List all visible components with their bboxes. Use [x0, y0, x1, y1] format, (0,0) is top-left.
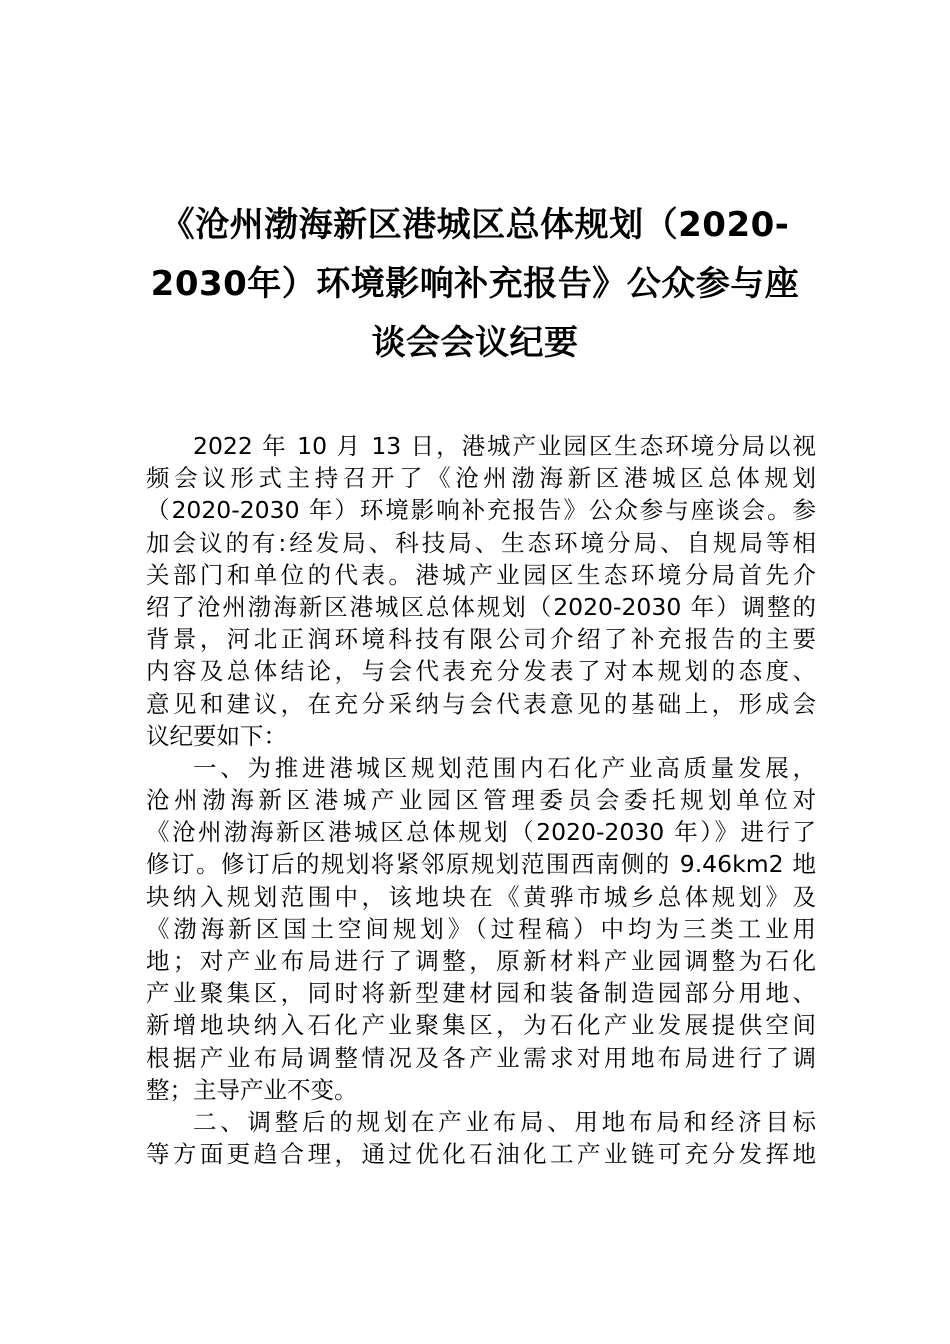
title-line: 2030年）环境影响补充报告》公众参与座 — [150, 264, 800, 304]
paragraph-line: 2022 年 10 月 13 日，港城产业园区生态环境分局以视 — [193, 432, 816, 460]
paragraph-line: 二、调整后的规划在产业布局、用地布局和经济目标 — [193, 1107, 816, 1136]
paragraph-line: 等方面更趋合理，通过优化石油化工产业链可充分发挥地 — [146, 1140, 816, 1169]
paragraph-item-two — [146, 1106, 816, 1170]
paragraph-line: 整；主导产业不变。 — [146, 1075, 358, 1104]
title-line: 谈会会议纪要 — [371, 323, 579, 363]
paragraph-item-one — [146, 752, 816, 1106]
paragraph-line: 新增地块纳入石化产业聚集区，为石化产业发展提供空间 — [146, 1011, 816, 1040]
paragraph-line: 产业聚集区，同时将新型建材园和装备制造园部分用地、 — [146, 979, 816, 1008]
paragraph-line: 内容及总体结论，与会代表充分发表了对本规划的态度、 — [146, 657, 816, 686]
title-line: 《沧州渤海新区港城区总体规划（2020- — [160, 205, 790, 245]
paragraph-line: （2020-2030 年）环境影响补充报告》公众参与座谈会。参 — [146, 496, 816, 525]
paragraph-line: 频会议形式主持召开了《沧州渤海新区港城区总体规划 — [146, 464, 816, 493]
paragraph-line: 议纪要如下： — [146, 721, 287, 750]
paragraph-line: 沧州渤海新区港城产业园区管理委员会委托规划单位对 — [146, 786, 816, 815]
paragraph-line: 地；对产业布局进行了调整，原新材料产业园调整为石化 — [146, 947, 816, 975]
paragraph-line: 根据产业布局调整情况及各产业需求对用地布局进行了调 — [146, 1043, 816, 1072]
paragraph-line: 《沧州渤海新区港城区总体规划（2020-2030 年）》进行了 — [146, 818, 816, 847]
paragraph-line: 绍了沧州渤海新区港城区总体规划（2020-2030 年）调整的 — [146, 592, 816, 621]
paragraph-line: 加会议的有:经发局、科技局、生态环境分局、自规局等相 — [146, 528, 816, 557]
paragraph-line: 块纳入规划范围中，该地块在《黄骅市城乡总体规划》及 — [146, 882, 816, 911]
document-title — [120, 196, 830, 373]
paragraph-line: 意见和建议，在充分采纳与会代表意见的基础上，形成会 — [146, 689, 816, 718]
paragraph-intro — [146, 430, 816, 752]
document-body — [146, 430, 816, 1170]
paragraph-line: 修订。修订后的规划将紧邻原规划范围西南侧的 9.46km2 地 — [146, 850, 816, 879]
paragraph-line: 《渤海新区国土空间规划》（过程稿）中均为三类工业用 — [146, 914, 816, 943]
paragraph-line: 关部门和单位的代表。港城产业园区生态环境分局首先介 — [146, 560, 816, 589]
paragraph-line: 背景，河北正润环境科技有限公司介绍了补充报告的主要 — [146, 625, 816, 654]
paragraph-line: 一、为推进港城区规划范围内石化产业高质量发展， — [193, 753, 816, 782]
